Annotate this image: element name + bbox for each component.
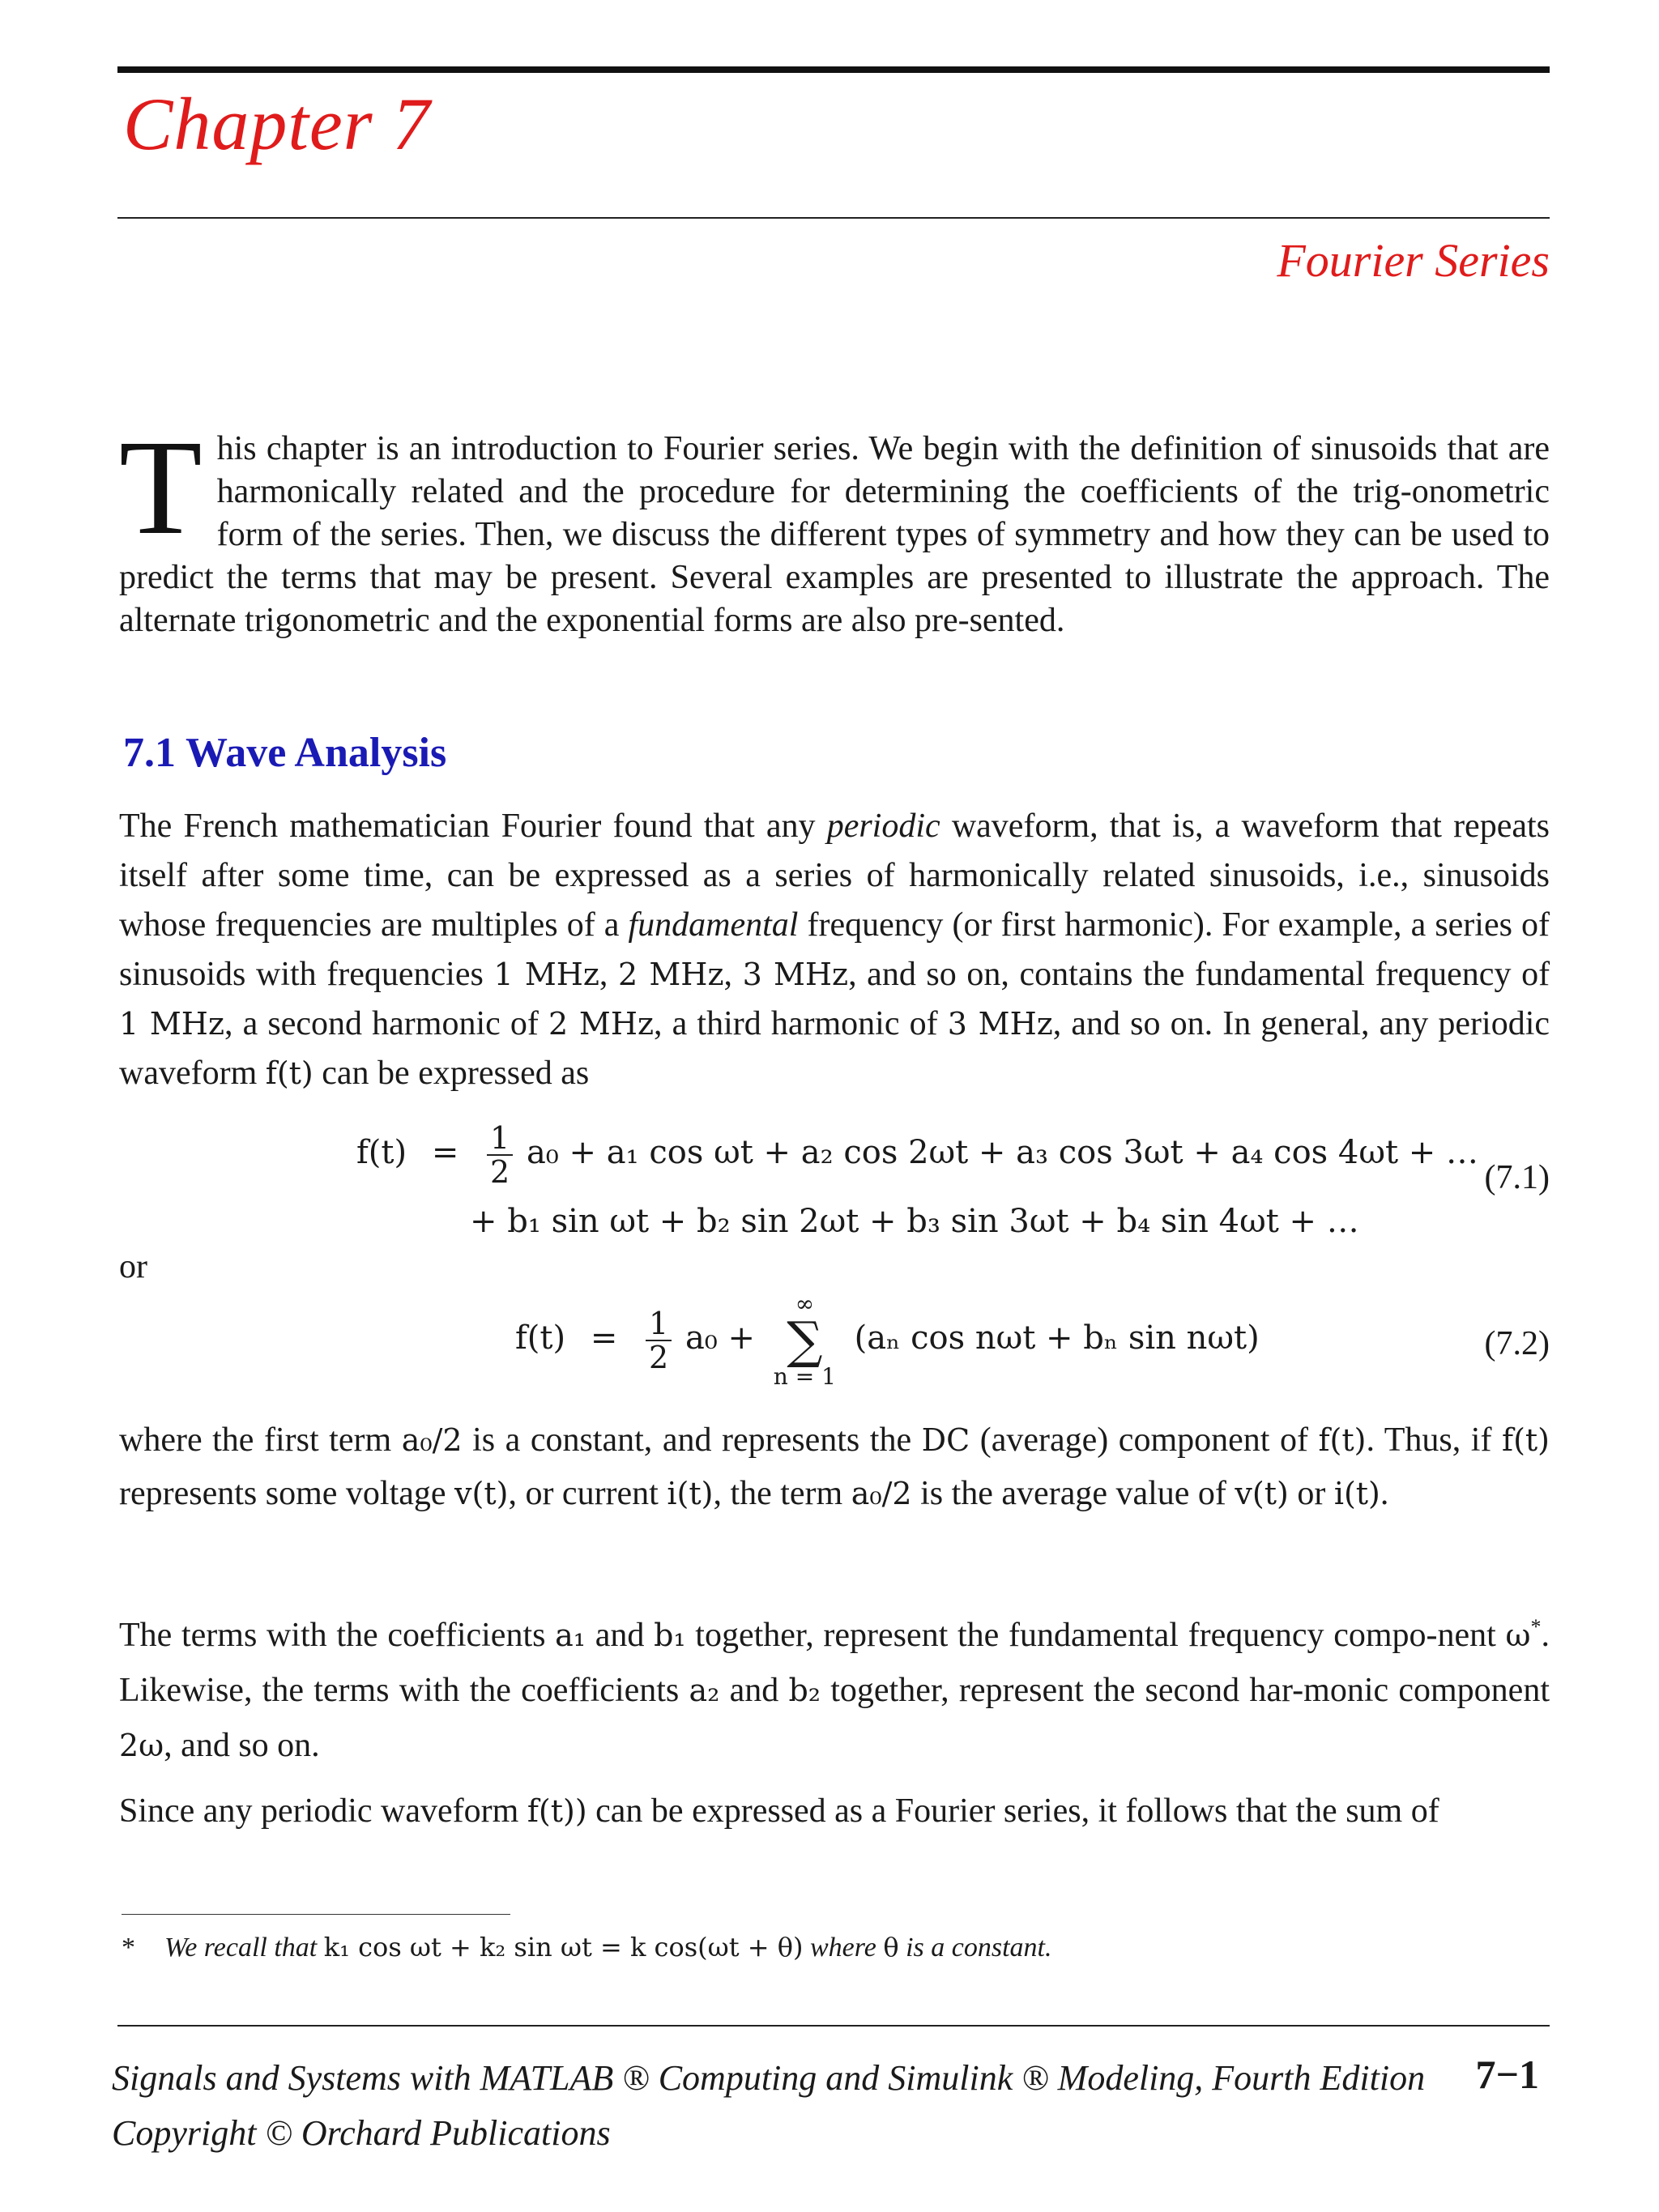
math-inline: 2 MHz [548, 1006, 654, 1042]
footer-rule [117, 2025, 1550, 2027]
frac-numerator: 1 [646, 1307, 672, 1341]
section-paragraph [119, 802, 1550, 1098]
text-run: is the average value of [911, 1475, 1235, 1512]
math-inline: f(t) [265, 1055, 313, 1091]
text-run: together, represent the fundamental frequency compo-nent [685, 1617, 1506, 1654]
math-inline: f(t) [1502, 1422, 1550, 1458]
text-run: waveform, that is, a waveform that repeats itself after some time, can be expressed as a series of harmonically related sinusoids, i.e., sinusoids whose frequencies are multiples of a [119, 808, 1550, 944]
footer-book-info [112, 2051, 1425, 2161]
emphasis-fundamental: fundamental [628, 906, 799, 944]
text-run: together, represent the second har-monic component [821, 1672, 1550, 1709]
paragraph-harmonics [119, 1600, 1550, 1773]
math-inline: a₁ [555, 1617, 586, 1653]
text-run: or [1288, 1475, 1334, 1512]
eq-terms-cos: a₀ + a₁ cos ωt + a₂ cos 2ωt + a₃ cos 3ωt + a₄ cos 4ωt + … [526, 1134, 1478, 1171]
equation-7-2 [515, 1292, 1260, 1389]
text-run: frequency (or first harmonic). For example, a series of sinusoids with frequencies [119, 906, 1550, 993]
text-run: Since any periodic waveform [119, 1792, 527, 1830]
footer-title: Signals and Systems with MATLAB ® Computing and Simulink ® Modeling, Fourth Edition [112, 2058, 1426, 2098]
intro-text: his chapter is an introduction to Fourier series. We begin with the definition of sinusoids that are harmonically related and the procedure for determining the coefficients of the trig-onometric form of the series. Then, we discuss the different types of symmetry and how they can be used to predict the terms that may be present. Several examples are presented to illustrate the approach. The alternate trigonometric and the exponential forms are also pre-sented. [119, 430, 1550, 639]
sum-upper: ∞ [795, 1290, 815, 1317]
footer-copyright: Copyright © Orchard Publications [112, 2113, 611, 2153]
math-inline: ω [1505, 1617, 1531, 1653]
frac-denominator: 2 [490, 1154, 510, 1190]
text-run: , and so on, contains the fundamental frequency of [848, 956, 1550, 993]
math-inline: 3 MHz [947, 1006, 1053, 1042]
text-run: , and so on. In general, any periodic waveform [119, 1005, 1550, 1092]
math-inline: k₁ cos ωt + k₂ sin ωt = k cos(ωt + θ) [323, 1932, 804, 1963]
text-run: , the term [713, 1475, 851, 1512]
text-run: and [719, 1672, 789, 1709]
section-heading: 7.1 Wave Analysis [123, 730, 447, 776]
eq-lhs: f(t) [356, 1134, 407, 1171]
text-run: The terms with the coefficients [119, 1617, 556, 1654]
math-inline: 3 MHz [742, 957, 849, 992]
text-run: We recall that [164, 1933, 324, 1963]
footnote-marker[interactable]: * [1530, 1615, 1542, 1639]
sum-lower: n = 1 [773, 1363, 836, 1390]
text-run: . Thus, if [1366, 1421, 1502, 1459]
eq-lhs: f(t) [515, 1319, 566, 1357]
text-run: , a third harmonic of [654, 1005, 948, 1042]
page-number: 7−1 [1475, 2052, 1539, 2097]
text-run: where the first term [119, 1421, 402, 1459]
text-run: and [586, 1617, 655, 1654]
math-inline: v(t) [454, 1476, 509, 1511]
text-run: , or current [508, 1475, 667, 1512]
math-inline: θ [883, 1932, 899, 1963]
text-run: (average) component of [970, 1421, 1319, 1459]
equation-7-1-line1 [356, 1122, 1478, 1188]
fraction-one-half [487, 1122, 513, 1188]
text-run: is a constant. [898, 1933, 1052, 1963]
frac-numerator: 1 [487, 1122, 513, 1156]
text-run: can be expressed as [313, 1055, 590, 1092]
math-inline: f(t) [1318, 1422, 1367, 1458]
equation-number-7-1: (7.1) [1484, 1159, 1550, 1196]
math-inline: i(t) [667, 1476, 714, 1511]
fraction-one-half [646, 1307, 672, 1374]
paragraph-sum [119, 1790, 1550, 1833]
text-run: represents some voltage [119, 1475, 455, 1512]
math-inline: 2 MHz [618, 957, 724, 992]
math-inline: a₀/2 [401, 1422, 463, 1458]
text-run: The French mathematician Fourier found that any [119, 808, 827, 845]
equation-number-7-2: (7.2) [1484, 1325, 1550, 1362]
or-text: or [119, 1248, 147, 1285]
emphasis-periodic: periodic [826, 808, 940, 845]
footnote [122, 1932, 1051, 1963]
chapter-subtitle: Fourier Series [1277, 234, 1550, 287]
math-inline: b₁ [654, 1617, 686, 1653]
top-rule [117, 66, 1550, 73]
eq-term-a0: a₀ + [684, 1319, 756, 1357]
text-run: , a second harmonic of [224, 1005, 549, 1042]
math-inline: a₂ [689, 1673, 720, 1708]
math-inline: b₂ [788, 1673, 821, 1708]
math-inline: f(t)) [527, 1793, 587, 1829]
math-inline: v(t) [1235, 1476, 1289, 1511]
eq-equals: = [590, 1319, 618, 1357]
math-inline: 1 MHz [493, 957, 599, 992]
text-run: where [803, 1933, 884, 1963]
math-inline: 2ω [119, 1728, 164, 1763]
text-run: , [723, 956, 743, 993]
text-run: . Likewise, the terms with the coefficients [119, 1617, 1550, 1709]
eq-equals: = [431, 1134, 459, 1171]
text-run: , [599, 956, 619, 993]
footnote-rule [122, 1914, 510, 1915]
math-inline: 1 MHz [119, 1006, 224, 1042]
paragraph-dc-component [119, 1413, 1550, 1520]
text-run: is a constant, and represents the [462, 1421, 922, 1459]
equation-7-1-line2: + b₁ sin ωt + b₂ sin 2ωt + b₃ sin 3ωt + b₄ sin 4ωt + … [470, 1203, 1359, 1240]
frac-denominator: 2 [649, 1340, 669, 1375]
sigma-symbol: ∑ [787, 1311, 823, 1370]
text-run: can be expressed as a Fourier series, it follows that the sum of [586, 1792, 1439, 1830]
math-inline: a₀/2 [851, 1476, 912, 1511]
math-inline: DC [921, 1422, 970, 1458]
text-run: . [1380, 1475, 1389, 1512]
chapter-title: Chapter 7 [123, 83, 431, 165]
math-inline: i(t) [1333, 1476, 1380, 1511]
drop-cap: T [119, 412, 203, 563]
header-rule [117, 217, 1550, 219]
text-run: , and so on. [164, 1727, 320, 1764]
eq-sum-body: (aₙ cos nωt + bₙ sin nωt) [854, 1319, 1260, 1357]
summation [774, 1292, 836, 1389]
footnote-star: * [122, 1933, 135, 1963]
intro-paragraph [119, 412, 1550, 642]
